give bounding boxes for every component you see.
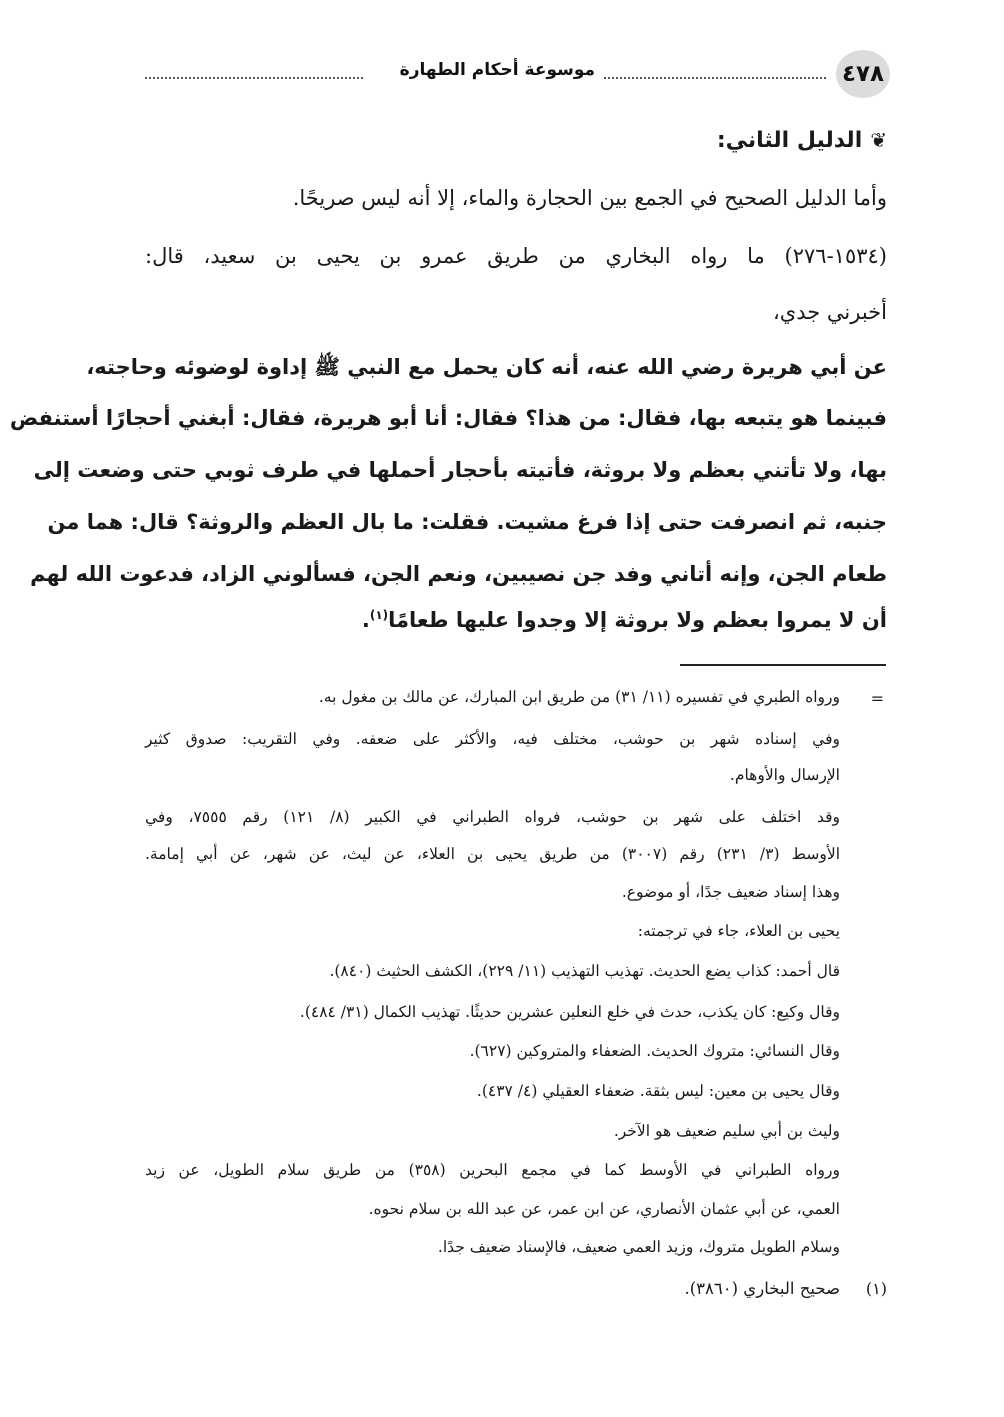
hadith-end-punctuation: . xyxy=(361,608,370,632)
footnote-line: وقال وكيع: كان يكذب، حدث في خلع النعلين عشرين حديثًا. تهذيب الكمال (٣١/ ٤٨٤). xyxy=(299,1003,840,1021)
hadith-line-4: جنبه، ثم انصرفت حتى إذا فرغ مشيت. فقلت: ما بال العظم والروثة؟ قال: هما من xyxy=(47,510,887,534)
leaf-ornament-icon: ❦ xyxy=(870,128,887,152)
book-title: موسوعة أحكام الطهارة xyxy=(399,60,595,80)
footnote-line: وهذا إسناد ضعيف جدًا، أو موضوع. xyxy=(621,883,840,901)
footnote-line: ورواه الطبراني في الأوسط كما في مجمع البحرين (٣٥٨) من طريق سلام الطويل، عن زيد xyxy=(145,1161,840,1179)
footnote-line: وليث بن أبي سليم ضعيف هو الآخر. xyxy=(613,1122,840,1140)
footnote-line: الإرسال والأوهام. xyxy=(729,766,840,784)
hadith-line-6-text: أن لا يمروا بعظم ولا بروثة إلا وجدوا عليها طعامًا xyxy=(388,608,887,632)
intro-paragraph: وأما الدليل الصحيح في الجمع بين الحجارة والماء، إلا أنه ليس صريحًا. xyxy=(292,186,887,210)
footnote-reference: (١) xyxy=(369,608,389,622)
header-dotted-rule-left xyxy=(145,77,363,79)
footnote-line: وقال النسائي: متروك الحديث. الضعفاء والمتروكين (٦٢٧). xyxy=(469,1042,840,1060)
hadith-line-5: طعام الجن، وإنه أتاني وفد جن نصيبين، ونعم الجن، فسألوني الزاد، فدعوت الله لهم xyxy=(30,562,887,586)
footnote-line: قال أحمد: كذاب يضع الحديث. تهذيب التهذيب (١١/ ٢٢٩)، الكشف الحثيث (٨٤٠). xyxy=(329,962,840,980)
hadith-line-1: عن أبي هريرة رضي الله عنه، أنه كان يحمل مع النبي ﷺ إداوة لوضوئه وحاجته، xyxy=(86,355,887,379)
footnote-line: وقال يحيى بن معين: ليس بثقة. ضعفاء العقيلي (٤/ ٤٣٧). xyxy=(476,1082,840,1100)
footnote-line: العمي، عن أبي عثمان الأنصاري، عن ابن عمر، عن عبد الله بن سلام نحوه. xyxy=(368,1200,840,1218)
footnote-separator xyxy=(680,664,886,666)
hadith-line-3: بها، ولا تأتني بعظم ولا بروثة، فأتيته بأحجار أحملها في طرف ثوبي حتى وضعت إلى xyxy=(33,458,887,482)
footnote-line: الأوسط (٣/ ٢٣١) رقم (٣٠٠٧) من طريق يحيى بن العلاء، عن ليث، عن شهر، عن أبي إمامة. xyxy=(145,845,841,863)
narration-line-1: (١٥٣٤-٢٧٦) ما رواه البخاري من طريق عمرو بن يحيى بن سعيد، قال: xyxy=(145,244,887,268)
hadith-line-2: فبينما هو يتبعه بها، فقال: من هذا؟ فقال: أنا أبو هريرة، فقال: أبغني أحجارًا أستنفض xyxy=(9,406,887,430)
running-header xyxy=(145,50,890,100)
section-heading xyxy=(145,128,887,153)
footnote-line: وفي إسناده شهر بن حوشب، مختلف فيه، والأكثر على ضعفه. وفي التقريب: صدوق كثير xyxy=(145,730,840,748)
continuation-marker: = xyxy=(870,689,884,708)
hadith-line-6 xyxy=(145,608,887,632)
header-dotted-rule-right xyxy=(604,77,826,79)
footnote-text: صحيح البخاري (٣٨٦٠). xyxy=(684,1279,840,1298)
page-number-badge: ٤٧٨ xyxy=(836,50,890,98)
footnote-number: (١) xyxy=(865,1279,887,1298)
footnote-line: يحيى بن العلاء، جاء في ترجمته: xyxy=(637,922,840,940)
section-heading-text: الدليل الثاني: xyxy=(716,128,863,153)
footnote-line: وسلام الطويل متروك، وزيد العمي ضعيف، فالإسناد ضعيف جدًا. xyxy=(437,1238,840,1256)
footnote-line: ورواه الطبري في تفسيره (١١/ ٣١) من طريق ابن المبارك، عن مالك بن مغول به. xyxy=(318,688,840,706)
narration-line-2: أخبرني جدي، xyxy=(773,300,887,324)
footnote-line: وقد اختلف على شهر بن حوشب، فرواه الطبراني في الكبير (٨/ ١٢١) رقم ٧٥٥٥، وفي xyxy=(145,808,840,826)
